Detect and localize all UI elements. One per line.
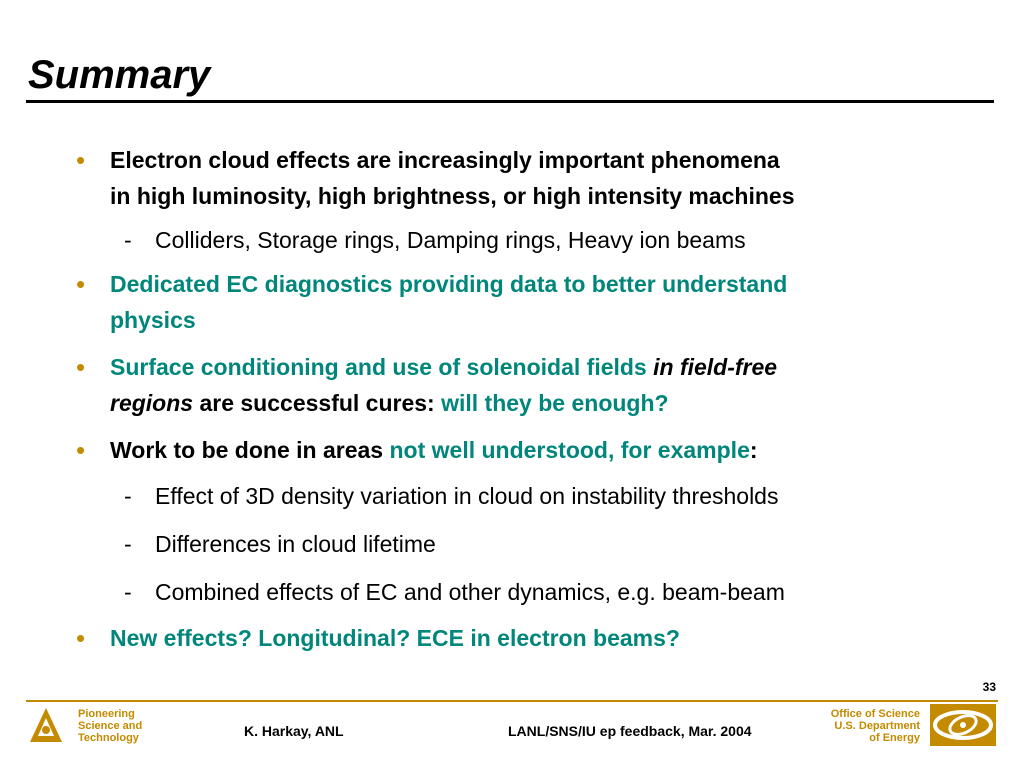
bullet-3-part-5: will they be enough? (441, 390, 669, 416)
bullet-3-part-3: regions (110, 390, 194, 416)
bullet-1-line-2: in high luminosity, high brightness, or high intensity machines (110, 183, 795, 209)
sub-bullet-4-2: Differences in cloud lifetime (155, 531, 436, 557)
bullet-1 (110, 142, 970, 214)
sub-bullet-marker: - (124, 483, 132, 509)
footer-event: LANL/SNS/IU ep feedback, Mar. 2004 (508, 723, 752, 739)
doe-office-text (790, 708, 920, 744)
sub-bullet-marker: - (124, 227, 132, 253)
sub-bullet-marker: - (124, 579, 132, 605)
footer-author: K. Harkay, ANL (244, 723, 344, 739)
doe-logo-icon (930, 704, 996, 746)
sub-bullet-marker: - (124, 531, 132, 557)
bullet-1-line-1: Electron cloud effects are increasingly important phenomena (110, 147, 780, 173)
slide-title: Summary (28, 53, 211, 97)
bullet-marker: • (76, 435, 86, 465)
doe-line-2: U.S. Department (834, 720, 920, 732)
sub-bullet-1-1: Colliders, Storage rings, Damping rings, Heavy ion beams (155, 227, 746, 253)
bullet-4 (110, 432, 970, 468)
bullet-3-part-2: in field-free (653, 354, 778, 380)
argonne-tagline (78, 708, 168, 744)
bullet-marker: • (76, 623, 86, 653)
bullet-5: New effects? Longitudinal? ECE in electron beams? (110, 625, 680, 651)
footer-rule (26, 700, 998, 702)
argonne-logo-icon (28, 706, 64, 744)
bullet-3-part-4: are successful cures: (199, 390, 435, 416)
bullet-marker: • (76, 269, 86, 299)
bullet-3 (110, 349, 970, 421)
bullet-marker: • (76, 352, 86, 382)
doe-line-3: of Energy (869, 732, 920, 744)
bullet-4-part-3: : (749, 437, 758, 463)
bullet-2-line-1: Dedicated EC diagnostics providing data to better understand (110, 271, 788, 297)
argonne-tagline-line-1: Pioneering (78, 708, 135, 720)
bullet-4-part-1: Work to be done in areas (110, 437, 384, 463)
bullet-marker: • (76, 145, 86, 175)
bullet-2-line-2: physics (110, 307, 196, 333)
doe-line-1: Office of Science (830, 708, 920, 720)
page-number: 33 (982, 680, 996, 694)
bullet-2 (110, 266, 970, 338)
bullet-4-part-2: not well understood, for example (389, 437, 750, 463)
bullet-3-part-1: Surface conditioning and use of solenoidal fields (110, 354, 647, 380)
argonne-tagline-line-3: Technology (78, 732, 139, 744)
sub-bullet-4-3: Combined effects of EC and other dynamics, e.g. beam-beam (155, 579, 785, 605)
argonne-tagline-line-2: Science and (78, 720, 143, 732)
sub-bullet-4-1: Effect of 3D density variation in cloud on instability thresholds (155, 483, 779, 509)
